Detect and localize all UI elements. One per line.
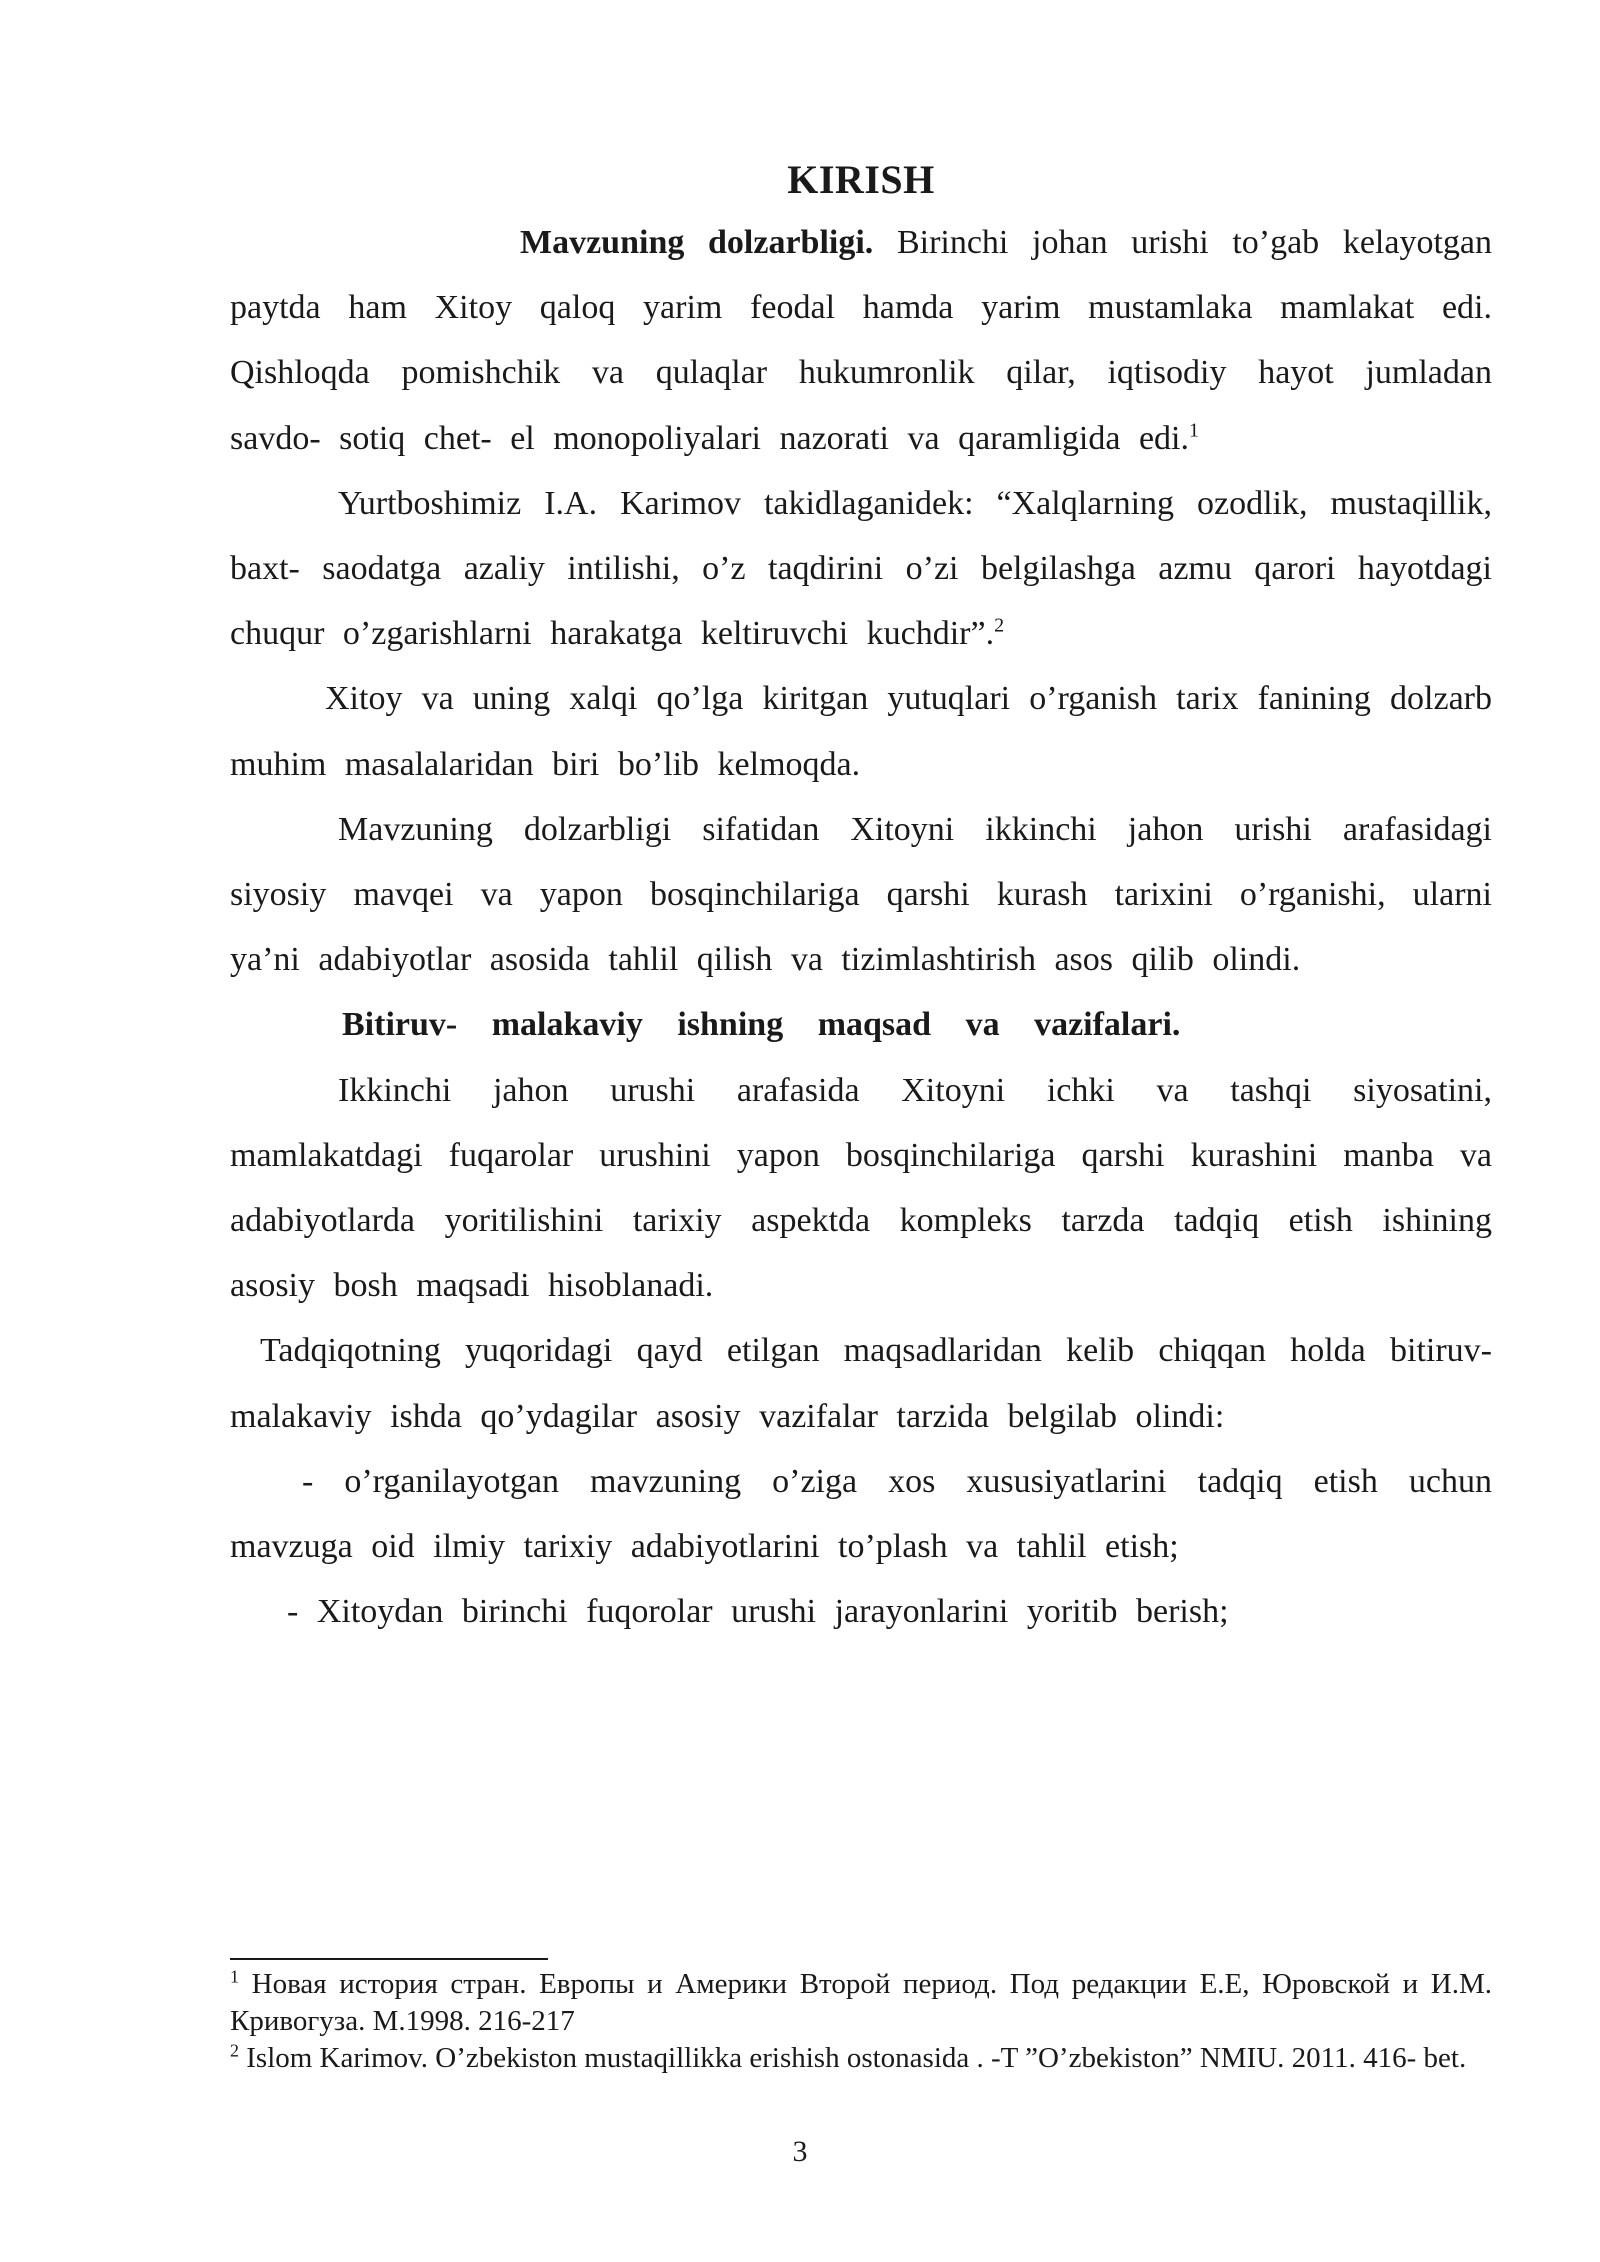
list-item-task-1: - o’rganilayotgan mavzuning o’ziga xos xususiyatlarini tadqiq etish uchun mavzuga oid ilmiy tarixiy adabiyotlarini to’plash va tahlil etish; [230,1462,1492,1566]
page-number: 3 [792,2135,808,2168]
list-item-task-2: - Xitoydan birinchi fuqorolar urushi jarayonlarini yoritib berish; [287,1593,1229,1631]
page-title: KIRISH [787,157,935,202]
paragraph-main-goal: Ikkinchi jahon urushi arafasida Xitoyni ichki va tashqi siyosatini, mamlakatdagi fuqarolar urushini yapon bosqinchilariga qarshi kurashini manba va adabiyotlarda yoritilishini tarixiy aspektda kompleks tarzda tadqiq etish ishining asosiy bosh maqsadi hisoblanadi. [230,1071,1492,1305]
relevance-heading: Mavzuning dolzarbligi. [520,224,874,261]
paragraph-text: Birinchi johan urishi to’gab kelayotgan paytda ham Xitoy qaloq yarim feodal hamda yarim mustamlaka mamlakat edi. Qishloqda pomishchik va qulaqlar hukumronlik qilar, iqtisodiy hayot jumladan savdo- sotiq chet- el monopoliyalari nazorati va qaramligida edi. [230,224,1493,457]
footnote-2 [230,2040,1492,2077]
footnotes [230,1966,1492,2077]
paragraph-relevance-detail: Mavzuning dolzarbligi sifatidan Xitoyni ikkinchi jahon urishi arafasidagi siyosiy mavqei va yapon bosqinchilariga qarshi kurash tarixini o’rganishi, ularni ya’ni adabiyotlar asosida tahlil qilish va tizimlashtirish asos qilib olindi. [230,810,1492,979]
paragraph-tasks-intro: Tadqiqotning yuqoridagi qayd etilgan maqsadlaridan kelib chiqqan holda bitiruv- malakaviy ishda qo’ydagilar asosiy vazifalar tarzida belgilab olindi: [230,1332,1492,1435]
footnote-separator [230,1958,548,1960]
section-heading-goals: Bitiruv- malakaviy ishning maqsad va vazifalari. [342,1006,1181,1044]
paragraph-china-achievements: Xitoy va uning xalqi qo’lga kiritgan yutuqlari o’rganish tarix fanining dolzarb muhim masalalaridan biri bo’lib kelmoqda. [230,680,1492,783]
paragraph-karimov-quote [230,471,1492,667]
footnote-ref-2[interactable]: 2 [994,614,1005,637]
footnote-1 [230,1966,1492,2040]
footnote-text: Islom Karimov. O’zbekiston mustaqillikka erishish ostonasida . -T ”O’zbekiston” NMIU. 2011. 416- bet. [246,2042,1467,2074]
footnote-number: 1 [230,1966,239,1987]
body-text [230,150,1492,1644]
footnote-number: 2 [230,2040,239,2061]
footnote-ref-1[interactable]: 1 [1189,419,1199,442]
paragraph-relevance [230,210,1492,471]
footnote-text: Новая история стран. Европы и Америки Второй период. Под редакции Е.Е, Юровской и И.М. Кривогуза. М.1998. 216-217 [230,1968,1492,2037]
paragraph-text: Yurtboshimiz I.A. Karimov takidlaganidek: “Xalqlarning ozodlik, mustaqillik, baxt- saodatga azaliy intilishi, o’z taqdirini o’zi belgilashga azmu qarori hayotdagi chuqur o’zgarishlarni harakatga keltiruvchi kuchdir”. [230,484,1492,653]
